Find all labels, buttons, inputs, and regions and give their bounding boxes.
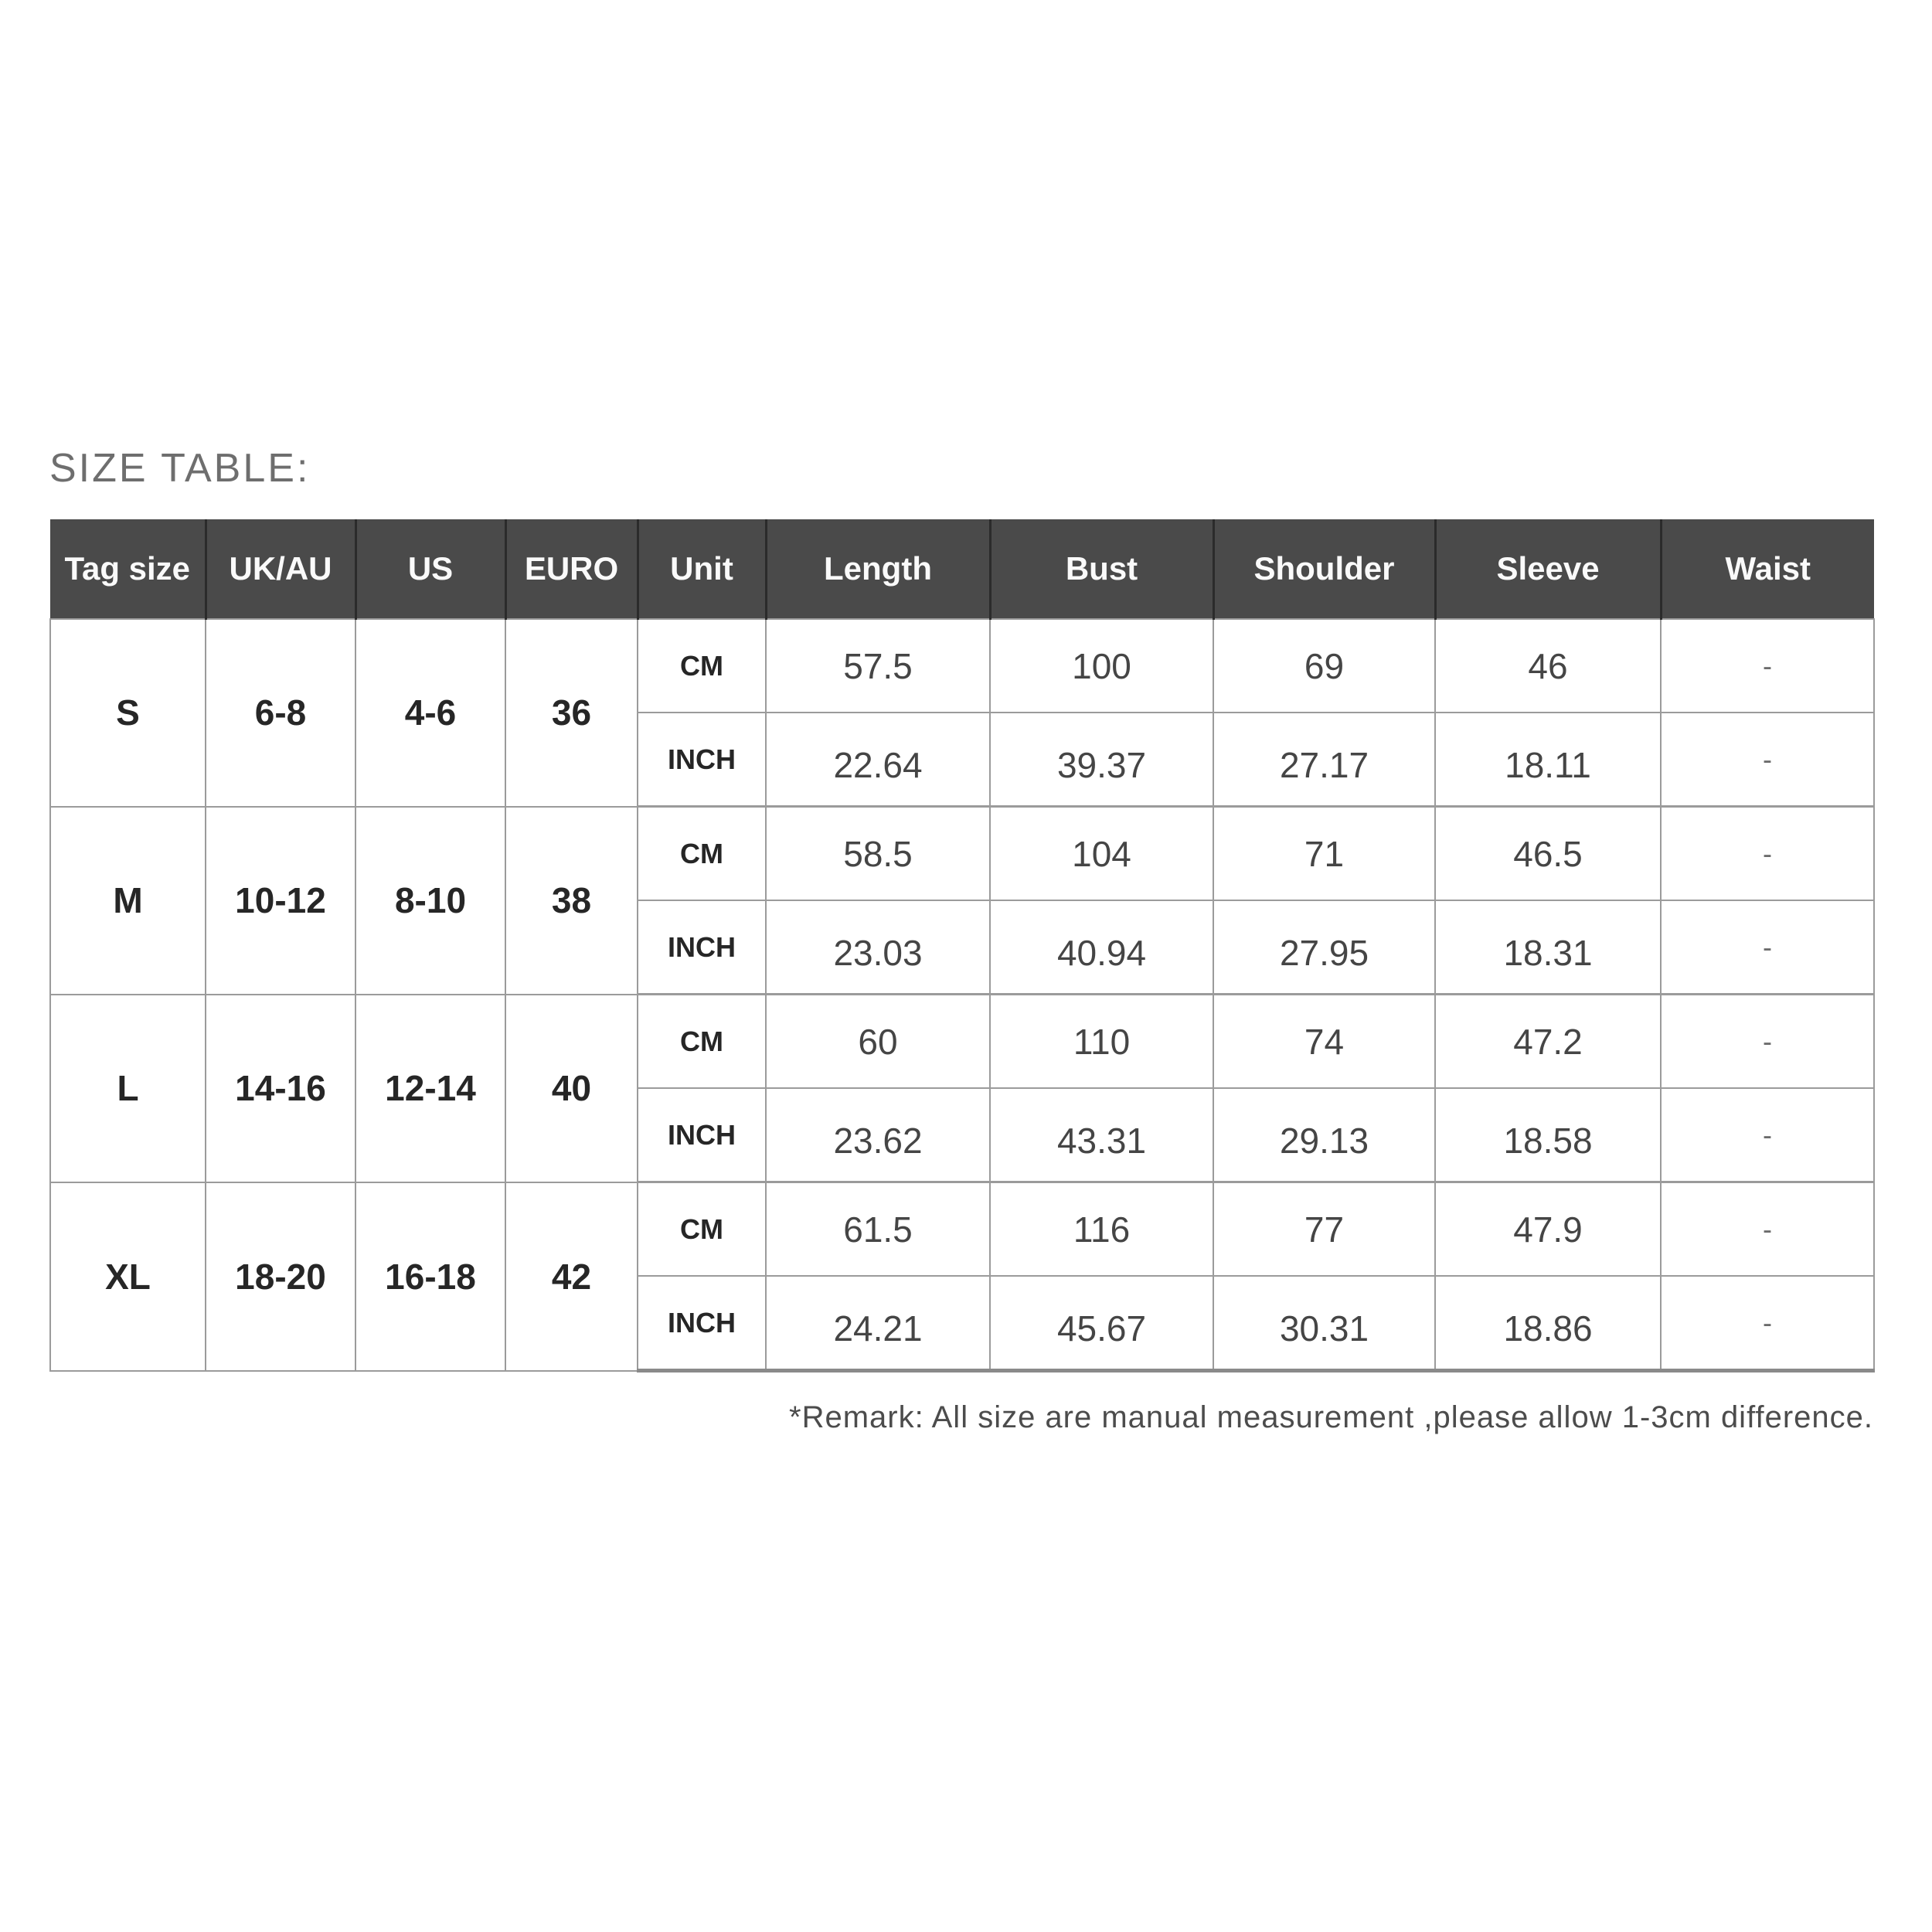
value-cell: 100 <box>990 619 1213 713</box>
us-cell: 16-18 <box>355 1182 505 1371</box>
value-cell: - <box>1661 1182 1874 1277</box>
col-header-us: US <box>355 519 505 619</box>
col-header-bust: Bust <box>990 519 1213 619</box>
unit-cell: CM <box>638 807 766 901</box>
uk-au-cell: 6-8 <box>206 619 355 807</box>
value-cell: 18.86 <box>1435 1276 1661 1371</box>
euro-cell: 36 <box>505 619 638 807</box>
value-cell: 18.58 <box>1435 1088 1661 1182</box>
unit-cell: CM <box>638 995 766 1089</box>
us-cell: 12-14 <box>355 995 505 1182</box>
unit-cell: INCH <box>638 1088 766 1182</box>
euro-cell: 42 <box>505 1182 638 1371</box>
uk-au-cell: 10-12 <box>206 807 355 995</box>
col-header-shoulder: Shoulder <box>1213 519 1435 619</box>
tag-size-cell: XL <box>50 1182 206 1371</box>
tag-size-cell: M <box>50 807 206 995</box>
col-header-length: Length <box>766 519 990 619</box>
row-l-cm <box>50 995 1874 1089</box>
value-cell: 27.17 <box>1213 713 1435 807</box>
us-cell: 8-10 <box>355 807 505 995</box>
col-header-unit: Unit <box>638 519 766 619</box>
value-cell: 69 <box>1213 619 1435 713</box>
uk-au-cell: 18-20 <box>206 1182 355 1371</box>
value-cell: 46.5 <box>1435 807 1661 901</box>
value-cell: 18.11 <box>1435 713 1661 807</box>
value-cell: 47.9 <box>1435 1182 1661 1277</box>
value-cell: 116 <box>990 1182 1213 1277</box>
size-table <box>49 519 1875 1372</box>
value-cell: 29.13 <box>1213 1088 1435 1182</box>
col-header-sleeve: Sleeve <box>1435 519 1661 619</box>
value-cell: 18.31 <box>1435 900 1661 995</box>
value-cell: 74 <box>1213 995 1435 1089</box>
value-cell: 23.62 <box>766 1088 990 1182</box>
value-cell: 77 <box>1213 1182 1435 1277</box>
value-cell: - <box>1661 1088 1874 1182</box>
value-cell: - <box>1661 900 1874 995</box>
value-cell: 57.5 <box>766 619 990 713</box>
col-header-euro: EURO <box>505 519 638 619</box>
row-s-cm <box>50 619 1874 713</box>
value-cell: 71 <box>1213 807 1435 901</box>
value-cell: - <box>1661 995 1874 1089</box>
remark-note: *Remark: All size are manual measurement ,please allow 1-3cm difference. <box>789 1400 1873 1434</box>
value-cell: 22.64 <box>766 713 990 807</box>
value-cell: 61.5 <box>766 1182 990 1277</box>
value-cell: 47.2 <box>1435 995 1661 1089</box>
unit-cell: INCH <box>638 713 766 807</box>
value-cell: 58.5 <box>766 807 990 901</box>
uk-au-cell: 14-16 <box>206 995 355 1182</box>
row-m-cm <box>50 807 1874 901</box>
value-cell: 39.37 <box>990 713 1213 807</box>
value-cell: 24.21 <box>766 1276 990 1371</box>
value-cell: - <box>1661 807 1874 901</box>
unit-cell: CM <box>638 619 766 713</box>
value-cell: 46 <box>1435 619 1661 713</box>
tag-size-cell: L <box>50 995 206 1182</box>
row-xl-cm <box>50 1182 1874 1277</box>
euro-cell: 38 <box>505 807 638 995</box>
table-header-row <box>50 519 1874 619</box>
unit-cell: INCH <box>638 900 766 995</box>
page-title: SIZE TABLE: <box>49 446 311 491</box>
value-cell: 40.94 <box>990 900 1213 995</box>
value-cell: - <box>1661 619 1874 713</box>
col-header-uk-au: UK/AU <box>206 519 355 619</box>
unit-cell: INCH <box>638 1276 766 1371</box>
euro-cell: 40 <box>505 995 638 1182</box>
tag-size-cell: S <box>50 619 206 807</box>
value-cell: 27.95 <box>1213 900 1435 995</box>
value-cell: - <box>1661 713 1874 807</box>
value-cell: 43.31 <box>990 1088 1213 1182</box>
value-cell: 45.67 <box>990 1276 1213 1371</box>
value-cell: - <box>1661 1276 1874 1371</box>
unit-cell: CM <box>638 1182 766 1277</box>
value-cell: 110 <box>990 995 1213 1089</box>
value-cell: 30.31 <box>1213 1276 1435 1371</box>
value-cell: 60 <box>766 995 990 1089</box>
value-cell: 23.03 <box>766 900 990 995</box>
col-header-tag-size: Tag size <box>50 519 206 619</box>
value-cell: 104 <box>990 807 1213 901</box>
col-header-waist: Waist <box>1661 519 1874 619</box>
us-cell: 4-6 <box>355 619 505 807</box>
